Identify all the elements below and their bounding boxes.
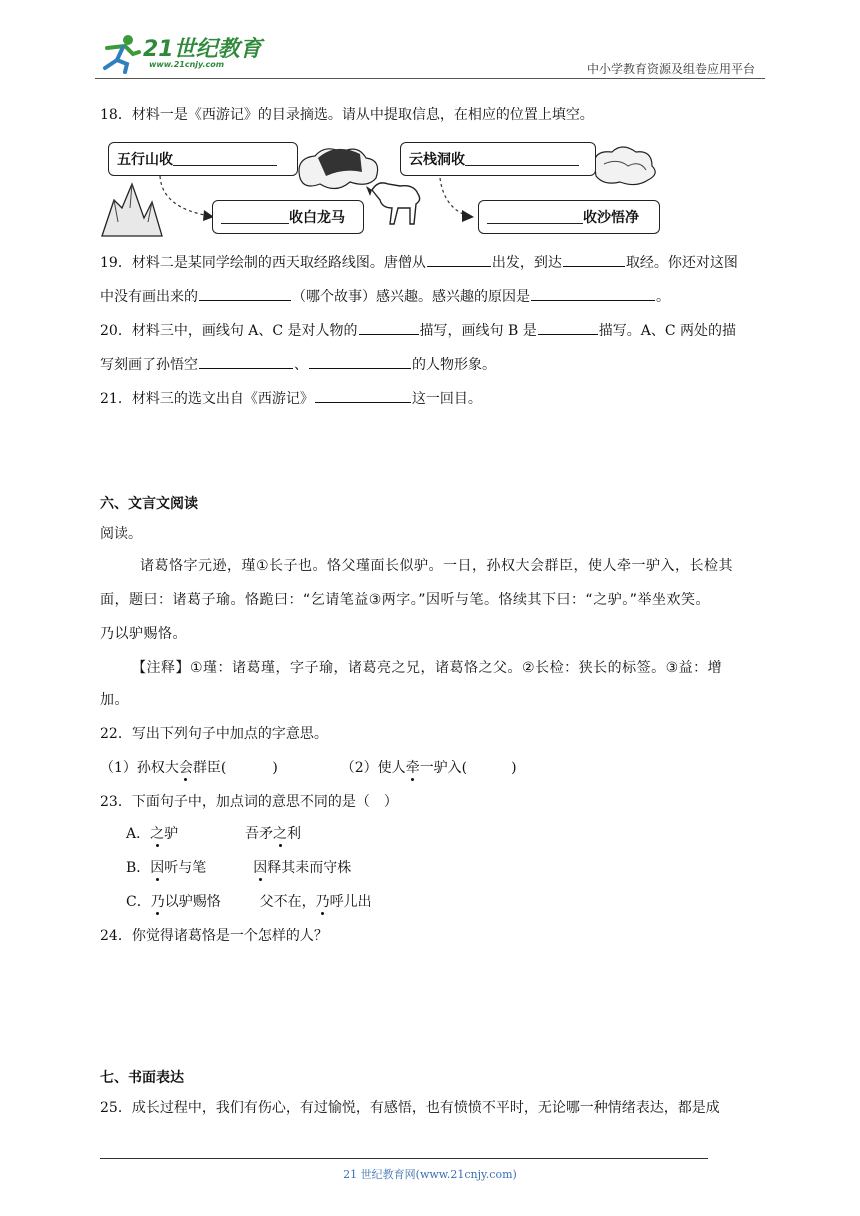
xiyouji-contents-diagram [100, 138, 660, 240]
contents-box-wuxingshan: 五行山收 [108, 142, 298, 176]
question-19-line2: 中没有画出来的 （哪个故事）感兴趣。感兴趣的原因是 。 [100, 286, 670, 307]
mountain-icon [102, 184, 162, 236]
question-22-items: （1）孙权大会群臣( ) （2）使人牵一驴入( ) [100, 760, 517, 776]
passage-line-1: 诸葛恪字元逊，瑾①长子也。恪父瑾面长似驴。一日，孙权大会群臣，使人牵一驴入，长检其 [140, 558, 734, 574]
header-rule [95, 78, 765, 79]
passage-line-2: 面，题曰：诸葛子瑜。恪跪曰：“乞请笔益③两字。”因听与笔。恪续其下曰：“之驴。”举坐欢笑。 [100, 592, 711, 608]
question-22: 22．写出下列句子中加点的字意思。 [100, 726, 328, 742]
option-a[interactable]: A．之驴 吾矛之利 [126, 826, 302, 842]
answer-blank[interactable] [427, 252, 491, 267]
logo-text: 21世纪教育 [143, 37, 262, 62]
answer-blank[interactable] [199, 286, 291, 301]
question-18: 18．材料一是《西游记》的目录摘选。请从中提取信息，在相应的位置上填空。 [100, 107, 594, 123]
answer-blank[interactable] [199, 354, 293, 369]
header [95, 30, 765, 80]
section-6-intro: 阅读。 [100, 526, 142, 542]
section-7-title: 七、书面表达 [100, 1070, 184, 1086]
white-horse-icon [372, 183, 420, 224]
question-20-line1: 20．材料三中，画线句 A、C 是对人物的 描写，画线句 B 是 描写。A、C 两处的描 [100, 320, 736, 341]
answer-blank[interactable] [315, 388, 411, 403]
question-19-line1: 19．材料二是某同学绘制的西天取经路线图。唐僧从 出发，到达 取经。你还对这图 [100, 252, 738, 273]
logo-url: www.21cnjy.com [149, 60, 225, 69]
option-b[interactable]: B．因听与笔 因释其耒而守株 [126, 860, 352, 876]
footer-rule [100, 1158, 708, 1159]
logo-runner-icon [95, 34, 145, 74]
platform-name: 中小学教育资源及组卷应用平台 [586, 62, 755, 76]
cloud-right-icon [594, 147, 655, 185]
answer-blank[interactable] [309, 354, 411, 369]
note-line-2: 加。 [100, 692, 129, 708]
section-6-title: 六、文言文阅读 [100, 496, 198, 512]
question-24: 24．你觉得诸葛恪是一个怎样的人？ [100, 928, 328, 944]
passage-line-3: 乃以驴赐恪。 [100, 626, 187, 642]
option-c[interactable]: C．乃以驴赐恪 父不在，乃呼儿出 [126, 894, 372, 910]
answer-blank[interactable] [563, 252, 625, 267]
answer-blank[interactable] [538, 320, 598, 335]
question-25: 25．成长过程中，我们有伤心，有过愉悦，有感悟，也有愤愤不平时，无论哪一种情绪表达，都是成 [100, 1100, 720, 1116]
contents-box-shawujing: 收沙悟净 [478, 200, 660, 234]
note-line-1: 【注释】①瑾：诸葛瑾，字子瑜，诸葛亮之兄，诸葛恪之父。②长检：狭长的标签。③益：增 [132, 660, 723, 676]
footer-text: 21 世纪教育网(www.21cnjy.com) [343, 1168, 517, 1181]
answer-blank[interactable] [531, 286, 655, 301]
question-21: 21．材料三的选文出自《西游记》 这一回目。 [100, 388, 482, 409]
question-20-line2: 写刻画了孙悟空 、 的人物形象。 [100, 354, 496, 375]
contents-box-yunzhandong: 云栈洞收 [400, 142, 596, 176]
contents-box-bailongma: 收白龙马 [212, 200, 364, 234]
question-23: 23．下面句子中，加点词的意思不同的是（ ） [100, 794, 398, 810]
answer-blank[interactable] [359, 320, 419, 335]
